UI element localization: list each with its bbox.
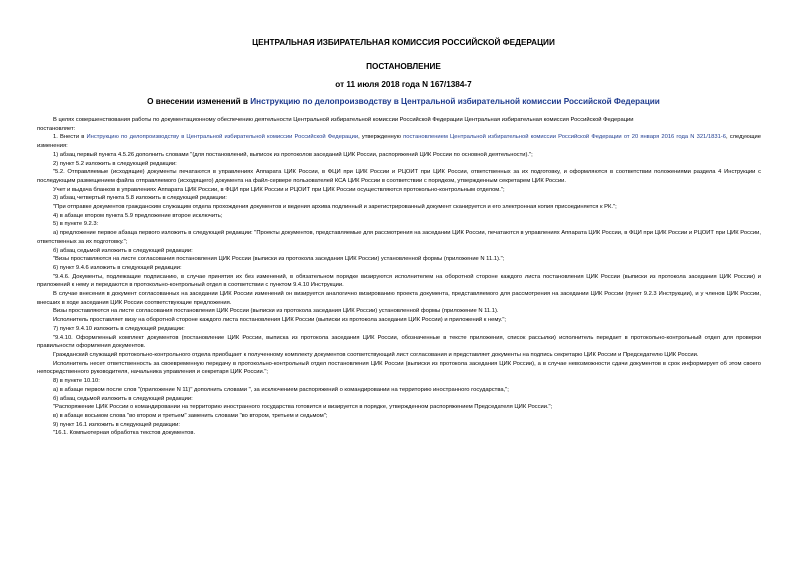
text-span: , утвержденную <box>358 134 404 141</box>
list-item: 7) пункт 9.4.10 изложить в следующей редакции: <box>53 325 185 332</box>
list-item: 6) пункт 9.4.6 изложить в следующей редакции: <box>53 264 182 271</box>
subject-prefix: О внесении изменений в <box>147 97 251 106</box>
document-type: ПОСТАНОВЛЕНИЕ <box>366 62 441 71</box>
list-item: Исполнитель проставляет визу на оборотной стороне каждого листа постановления ЦИК России (выписки из протокола заседания ЦИК России) и приложений к нему."; <box>53 317 506 324</box>
list-item: 8) в пункте 10.10: <box>53 378 100 385</box>
list-item: 3) абзац четвертый пункта 5.8 изложить в следующей редакции: <box>53 195 227 202</box>
document-subject <box>0 97 807 107</box>
instruction-link-body[interactable]: Инструкцию по делопроизводству в Центральной избирательной комиссии Российской Федерации <box>86 134 359 141</box>
list-item: 2) пункт 5.2 изложить в следующей редакции: <box>53 160 177 167</box>
document-number: от 11 июля 2018 года N 167/1384-7 <box>335 80 472 89</box>
text-span: 1. Внести в <box>53 134 87 141</box>
list-item: а) предложение первое абзаца первого изложить в следующей редакции: "Проекты документов, представляемые для рассмотрения на заседании ЦИК России, печатаются в управлениях Аппарата ЦИК России, в ФЦИ при ЦИК России и РЦОИТ при ЦИК России, ответственных за их подготовку."; <box>37 230 761 245</box>
list-item: б) абзац седьмой изложить в следующей редакции: <box>53 395 193 402</box>
list-item: "При отправке документов гражданским служащим отдела прохождения документов и ведения архива подлинный и зарегистрированный документ сканируется и его электронная копия присоединяется к РК."; <box>53 204 617 211</box>
intro-paragraph: В целях совершенствования работы по документационному обеспечению деятельности Центральной избирательной комиссии Российской Федерации Центральная избирательная комиссия Российской Федерации <box>53 117 634 123</box>
list-item: Визы проставляются на листе согласования постановления ЦИК России (выписки из протокола заседания ЦИК России) установленной формы (приложение N 11.1). <box>53 308 499 315</box>
list-item: "16.1. Компьютерная обработка текстов документов. <box>53 430 196 437</box>
document-body <box>37 116 761 438</box>
paragraph-1 <box>37 133 761 150</box>
list-item: "9.4.6. Документы, подлежащие подписанию, в случае принятия их без изменений, в обязательном порядке визируются исполнителем на оборотной стороне каждого листа постановления ЦИК России (выписки из протокола заседания ЦИК России) и приложений к нему и передаются в протокольно-контрольный отдел в соответствии с пунктом 9.4.10 Инструкции. <box>37 273 761 289</box>
list-item: б) абзац седьмой изложить в следующей редакции: <box>53 247 193 254</box>
list-item: 1) абзац первый пункта 4.5.26 дополнить словами "(для постановлений, выписок из протоколов заседаний ЦИК России, распоряжений ЦИК России по основной деятельности)."; <box>53 151 533 158</box>
text-span: , следующие изменения: <box>37 134 761 150</box>
instruction-link[interactable]: Инструкцию по делопроизводству в Центральной избирательной комиссии Российской Федерации <box>250 97 660 106</box>
list-item: Учет и выдача бланков в управлениях Аппарата ЦИК России, в ФЦИ при ЦИК России и РЦОИТ при ЦИК России осуществляются протокольно-контрольным отделом."; <box>53 186 505 193</box>
list-item: "5.2. Отправляемые (исходящие) документы печатаются в управлениях Аппарата ЦИК России, в ФЦИ при ЦИК России и РЦОИТ при ЦИК России, ответственных за их подготовку, и оформляются в соответствии положениями раздела 4 Инструкции с последующим размещением файла отправляемого (исходящего) документа на файл-сервере пользователей КСА ЦИК России в соответствии с порядком, утвержденным секретарем ЦИК России. <box>37 169 761 184</box>
resolution-link[interactable]: постановлением Центральной избирательной комиссии Российской Федерации от 20 января 2016 года N 321/1831-6 <box>403 134 726 141</box>
list-item: в) в абзаце восьмом слова "во втором и третьем" заменить словами "во втором, третьем и седьмом"; <box>53 412 328 419</box>
list-item: а) в абзаце первом после слов "(приложение N 11)" дополнить словами ", за исключением распоряжений о командировании на территорию иностранного государства,"; <box>53 386 509 393</box>
list-item: 4) в абзаце втором пункта 5.9 предложение второе исключить; <box>53 212 223 219</box>
organization-title: ЦЕНТРАЛЬНАЯ ИЗБИРАТЕЛЬНАЯ КОМИССИЯ РОССИЙСКОЙ ФЕДЕРАЦИИ <box>252 38 555 47</box>
list-item: 5) в пункте 9.2.3: <box>53 221 99 228</box>
list-item: "Распоряжение ЦИК России о командировании на территорию иностранного государства готовится и визируется в порядке, утвержденном распоряжением Председателя ЦИК России."; <box>53 404 553 411</box>
list-item: 9) пункт 16.1 изложить в следующей редакции: <box>53 421 180 428</box>
list-item: "9.4.10. Оформленный комплект документов (постановление ЦИК России, выписка из протокола заседания ЦИК России, обозначенные в тексте приложения, список рассылки) исполнитель передает в протокольно-контрольный отдел для проверки правильности оформления документов. <box>37 334 761 350</box>
list-item: "Визы проставляются на листе согласования постановления ЦИК России (выписки из протокола заседания ЦИК России) установленной формы (приложение N 11.1)."; <box>53 256 505 263</box>
list-item: Исполнитель несет ответственность за своевременную передачу в протокольно-контрольный отдел постановления ЦИК России (выписки из протокола заседания ЦИК России), а в случае невозможности сдачи документов в срок информирует об этом своего непосредственного руководителя, начальника управления и секретаря ЦИК России."; <box>37 360 761 376</box>
resolves-paragraph: постановляет: <box>37 125 76 132</box>
list-item: В случае внесения в документ согласованных на заседании ЦИК России изменений он визируется аналогично визированию проекта документа, представляемого для рассмотрения на заседании ЦИК России (пункт 9.2.3 Инструкции), и у членов ЦИК России, внесших в ходе заседания ЦИК России соответствующие предложения. <box>37 291 761 306</box>
list-item: Гражданский служащий протокольно-контрольного отдела приобщает к полученному комплекту документов соответствующий лист согласования и представляет документы на подпись секретарю ЦИК России и Председателю ЦИК России. <box>53 351 699 358</box>
